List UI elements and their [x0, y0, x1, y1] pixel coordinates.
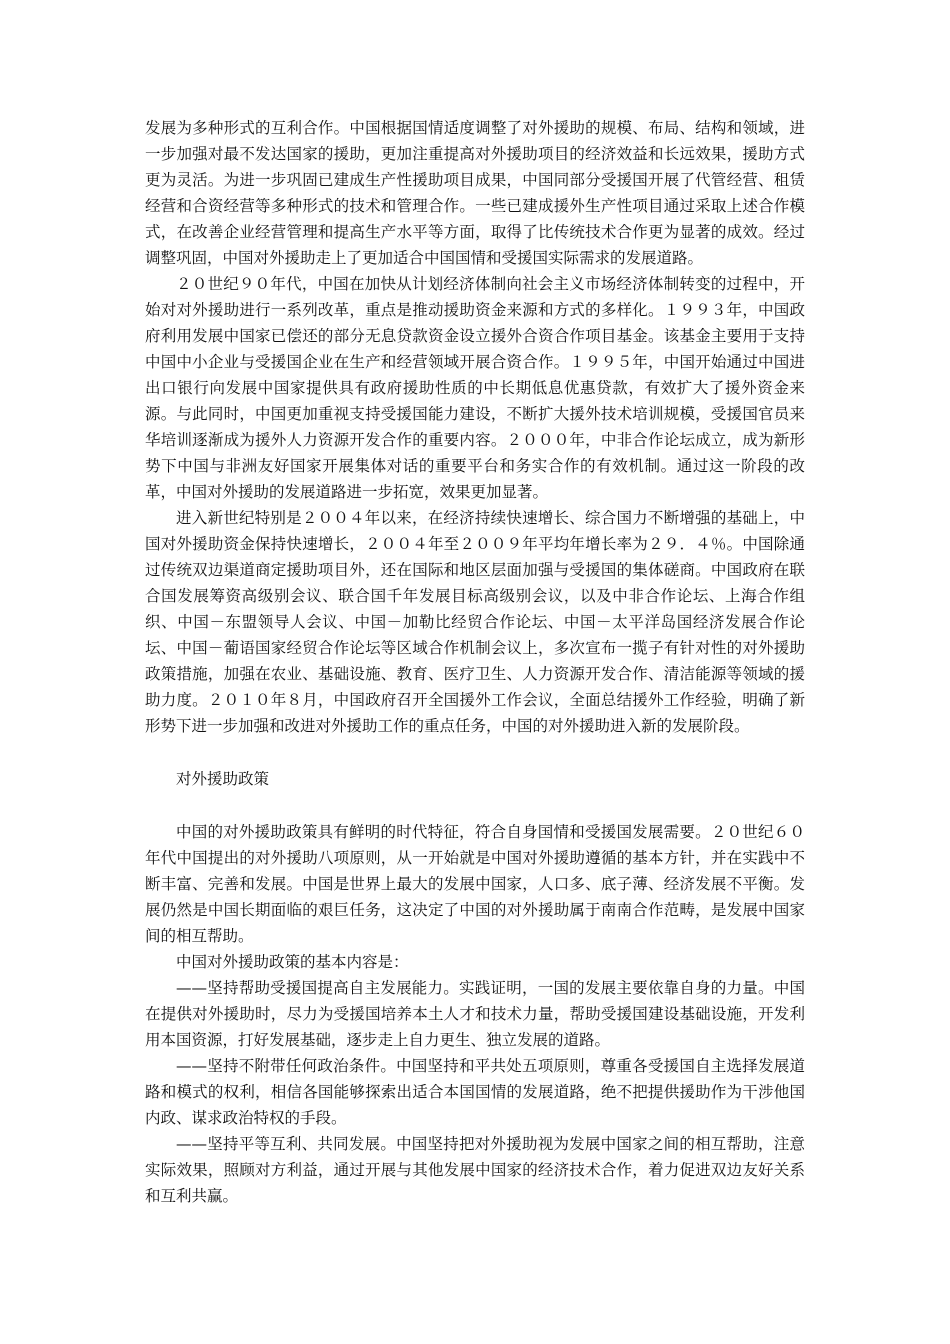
paragraph-policy-overview: 中国的对外援助政策具有鲜明的时代特征，符合自身国情和受援国发展需要。２０世纪６０年代中国提出的对外援助八项原则，从一开始就是中国对外援助遵循的基本方针，并在实践中不断丰富、完善和发展。中国是世界上最大的发展中国家，人口多、底子薄、经济发展不平衡。发展仍然是中国长期面临的艰巨任务，这决定了中国的对外援助属于南南合作范畴，是发展中国家间的相互帮助。 — [145, 823, 805, 945]
paragraph-policy-no-conditions: ——坚持不附带任何政治条件。中国坚持和平共处五项原则，尊重各受援国自主选择发展道路和模式的权利，相信各国能够探索出适合本国国情的发展道路，绝不把提供援助作为干涉他国内政、谋求政治特权的手段。 — [145, 1057, 805, 1127]
paragraph-new-century: 进入新世纪特别是２００４年以来，在经济持续快速增长、综合国力不断增强的基础上，中国对外援助资金保持快速增长，２００４年至２００９年平均年增长率为２９．４％。中国除通过传统双边渠道商定援助项目外，还在国际和地区层面加强与受援国的集体磋商。中国政府在联合国发展筹资高级别会议、联合国千年发展目标高级别会议，以及中非合作论坛、上海合作组织、中国－东盟领导人会议、中国－加勒比经贸合作论坛、中国－太平洋岛国经济发展合作论坛、中国－葡语国家经贸合作论坛等区域合作机制会议上，多次宣布一揽子有针对性的对外援助政策措施，加强在农业、基础设施、教育、医疗卫生、人力资源开发合作、清洁能源等领域的援助力度。２０１０年８月，中国政府召开全国援外工作会议，全面总结援外工作经验，明确了新形势下进一步加强和改进对外援助工作的重点任务，中国的对外援助进入新的发展阶段。 — [145, 509, 805, 735]
paragraph-policy-intro: 中国对外援助政策的基本内容是： — [176, 953, 409, 971]
paragraph-policy-mutual-benefit: ——坚持平等互利、共同发展。中国坚持把对外援助视为发展中国家之间的相互帮助，注意实际效果，照顾对方利益，通过开展与其他发展中国家的经济技术合作，着力促进双边友好关系和互利共赢。 — [145, 1135, 805, 1205]
paragraph-1990s-reform: ２０世纪９０年代，中国在加快从计划经济体制向社会主义市场经济体制转变的过程中，开始对对外援助进行一系列改革，重点是推动援助资金来源和方式的多样化。１９９３年，中国政府利用发展中国家已偿还的部分无息贷款资金设立援外合资合作项目基金。该基金主要用于支持中国中小企业与受援国企业在生产和经营领域开展合资合作。１９９５年，中国开始通过中国进出口银行向发展中国家提供具有政府援助性质的中长期低息优惠贷款，有效扩大了援外资金来源。与此同时，中国更加重视支持受援国能力建设，不断扩大援外技术培训规模，受援国官员来华培训逐渐成为援外人力资源开发合作的重要内容。２０００年，中非合作论坛成立，成为新形势下中国与非洲友好国家开展集体对话的重要平台和务实合作的有效机制。通过这一阶段的改革，中国对外援助的发展道路进一步拓宽，效果更加显著。 — [145, 275, 805, 501]
document-page — [145, 115, 805, 1209]
paragraph-reform-continuation: 发展为多种形式的互利合作。中国根据国情适度调整了对外援助的规模、布局、结构和领域，进一步加强对最不发达国家的援助，更加注重提高对外援助项目的经济效益和长远效果，援助方式更为灵活。为进一步巩固已建成生产性援助项目成果，中国同部分受援国开展了代管经营、租赁经营和合资经营等多种形式的技术和管理合作。一些已建成援外生产性项目通过采取上述合作模式，在改善企业经营管理和提高生产水平等方面，取得了比传统技术合作更为显著的成效。经过调整巩固，中国对外援助走上了更加适合中国国情和受援国实际需求的发展道路。 — [145, 119, 805, 267]
paragraph-policy-self-development: ——坚持帮助受援国提高自主发展能力。实践证明，一国的发展主要依靠自身的力量。中国在提供对外援助时，尽力为受援国培养本土人才和技术力量，帮助受援国建设基础设施，开发利用本国资源，打好发展基础，逐步走上自力更生、独立发展的道路。 — [145, 979, 805, 1049]
section-heading: 对外援助政策 — [176, 770, 270, 788]
